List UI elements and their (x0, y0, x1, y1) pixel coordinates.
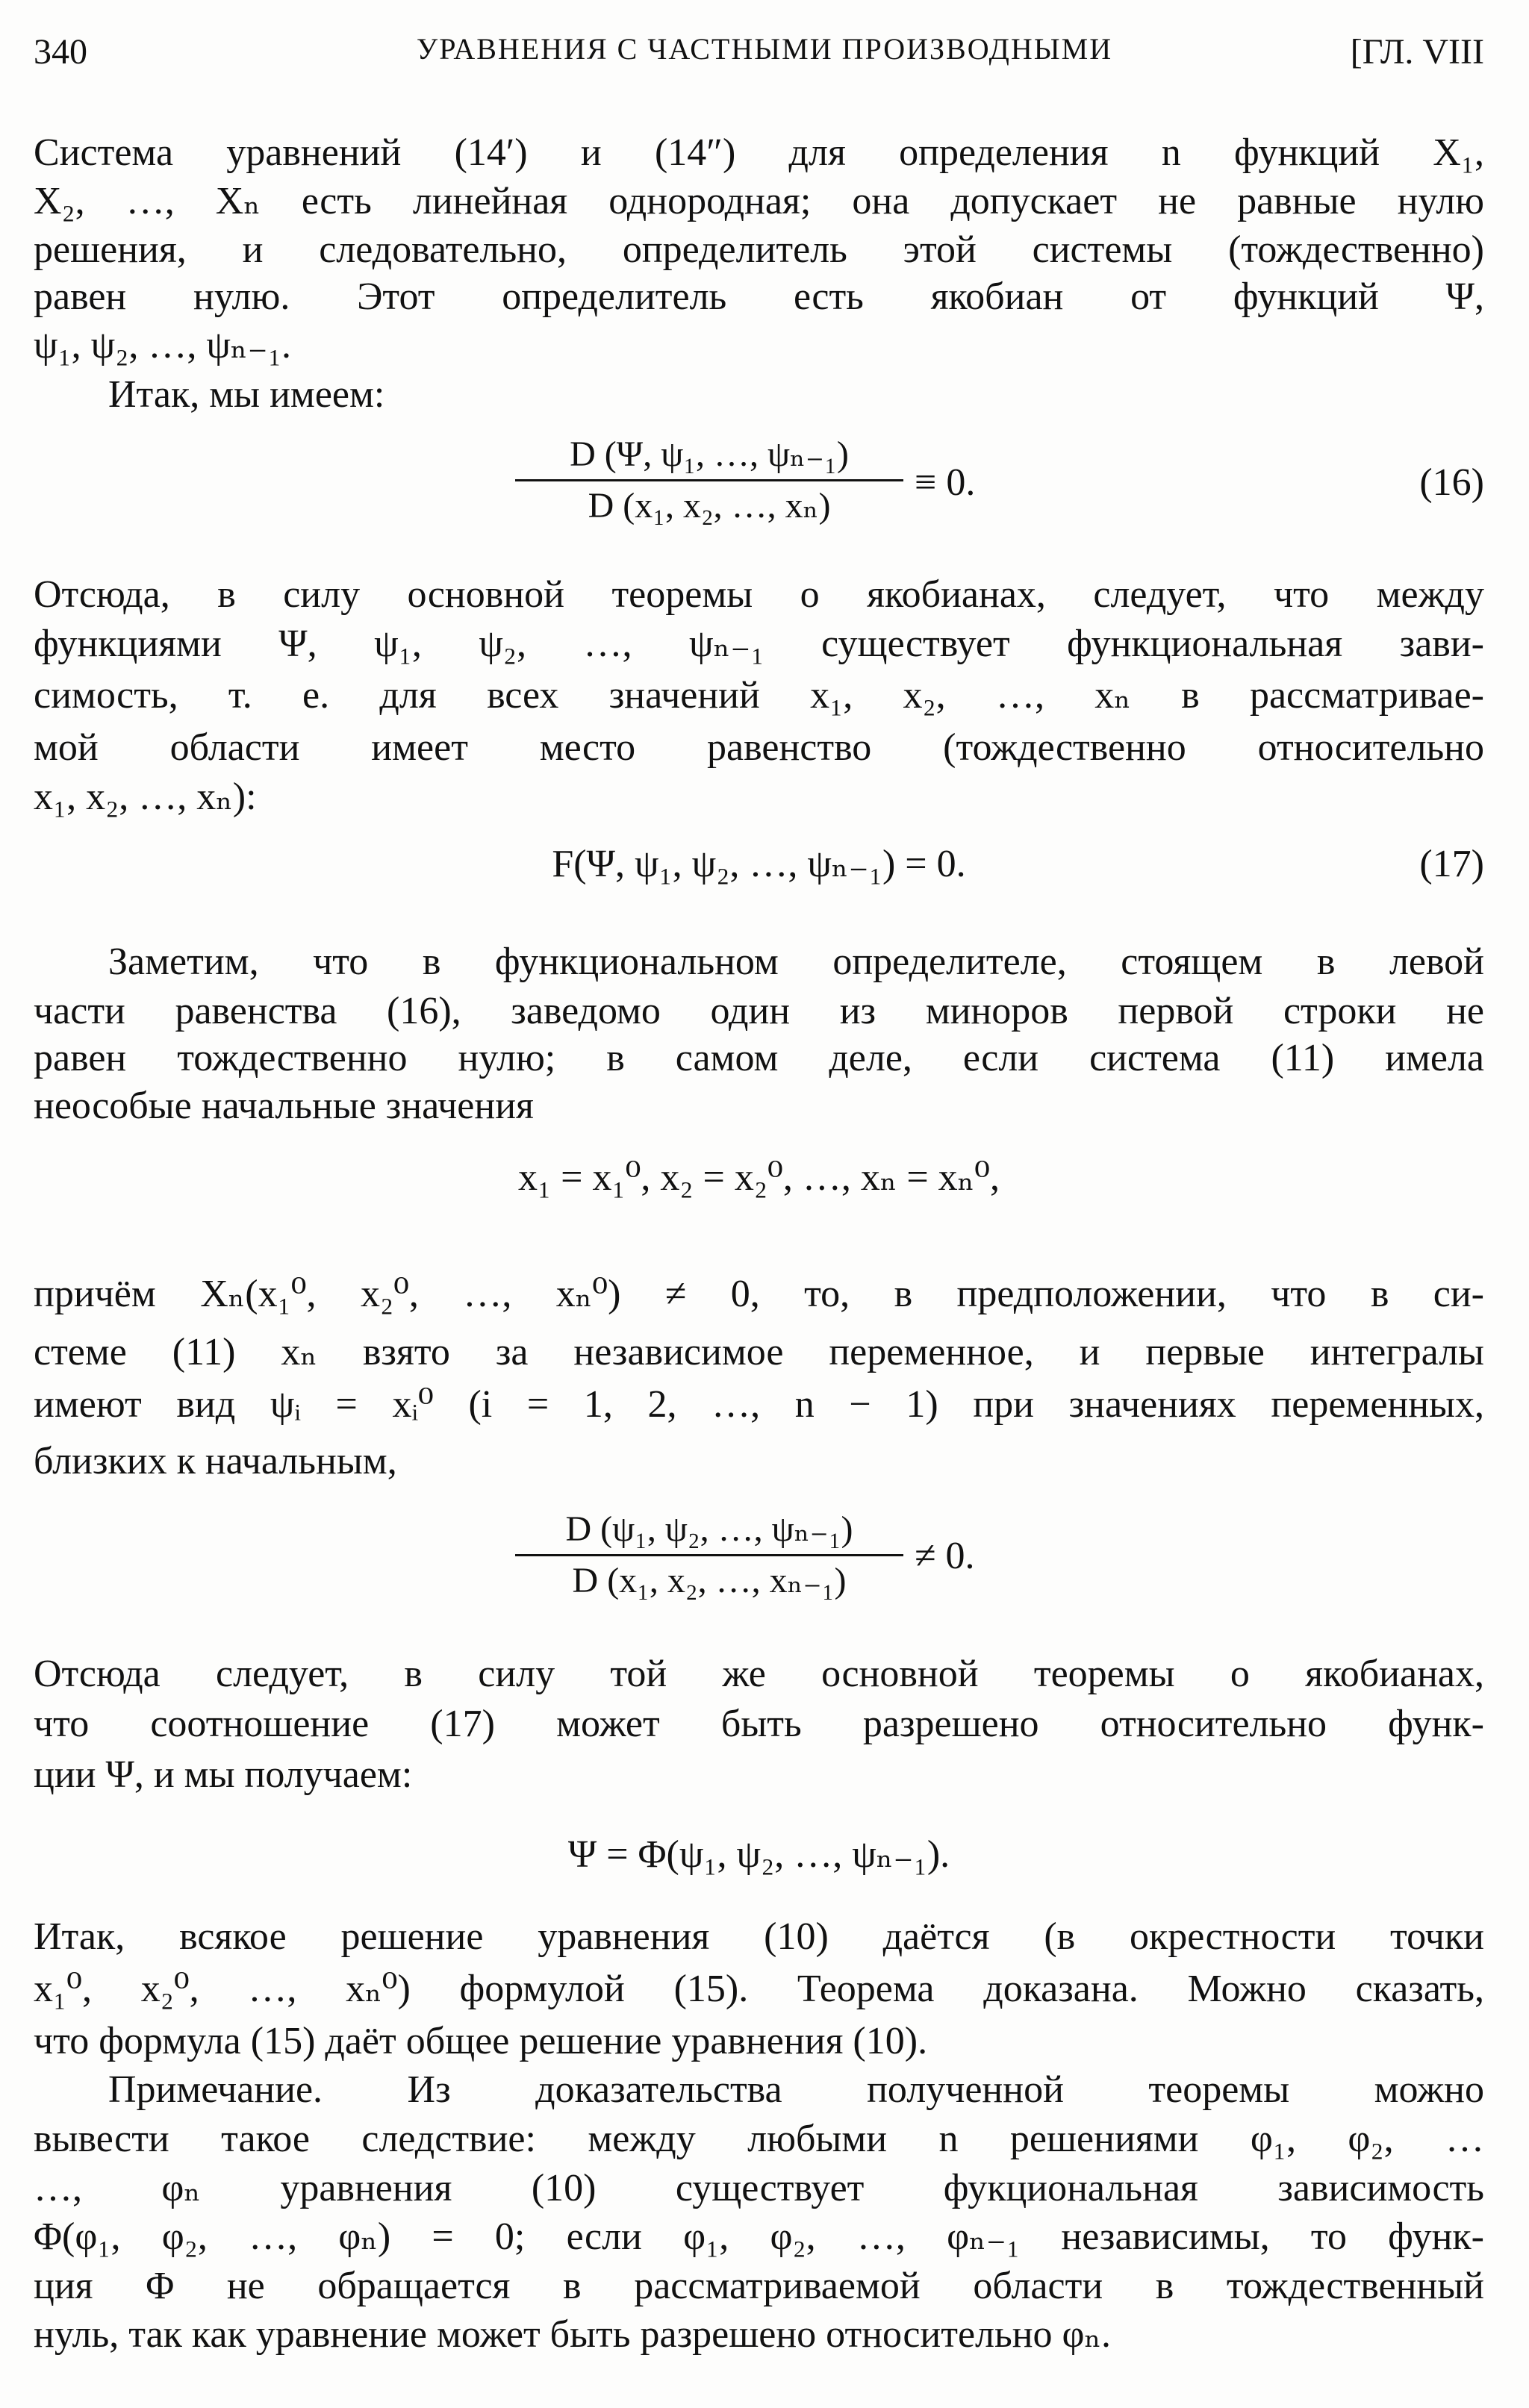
equation-number-16: (16) (1419, 461, 1484, 504)
text-line: Примечание. Из доказательства полученной теоремы можно (108, 2068, 1484, 2111)
text-line: нуль, так как уравнение может быть разрешено относительно φₙ. (34, 2313, 1112, 2356)
text-line: Ψ = Φ(ψ₁, ψ₂, …, ψₙ₋₁). (567, 1833, 950, 1876)
text-line: решения, и следовательно, определитель этой системы (тождественно) (34, 228, 1484, 271)
text-line: что соотношение (17) может быть разрешено относительно функ- (34, 1703, 1484, 1745)
text-line: ция Φ не обращается в рассматриваемой области в тождественный (34, 2265, 1484, 2307)
fraction-numerator: D (ψ₁, ψ₂, …, ψₙ₋₁) (515, 1508, 903, 1556)
text-line: мой области имеет место равенство (тождественно относительно (34, 726, 1484, 769)
chapter-label: [ГЛ. VIII (1350, 32, 1484, 72)
text-line: причём Xₙ(x₁⁰, x₂⁰, …, xₙ⁰) ≠ 0, то, в предположении, что в си- (34, 1273, 1484, 1315)
fraction-numerator: D (Ψ, ψ₁, …, ψₙ₋₁) (515, 433, 903, 481)
text-line: части равенства (16), заведомо один из миноров первой строки не (34, 990, 1484, 1032)
text-line: неособые начальные значения (34, 1085, 534, 1127)
text-line: Итак, всякое решение уравнения (10) даётся (в окрестности точки (34, 1915, 1484, 1958)
text-line: Система уравнений (14′) и (14″) для определения n функций X₁, (34, 131, 1484, 174)
text-line: …, φₙ уравнения (10) существует фукциональная зависимость (34, 2167, 1484, 2209)
text-line: ции Ψ, и мы получаем: (34, 1753, 413, 1796)
text-line: x₁, x₂, …, xₙ): (34, 776, 257, 818)
equation-number-17: (17) (1419, 843, 1484, 885)
page-number: 340 (34, 32, 87, 72)
text-line: ψ₁, ψ₂, …, ψₙ₋₁. (34, 324, 291, 366)
text-line: что формула (15) даёт общее решение уравнения (10). (34, 2020, 928, 2062)
text-line: стеме (11) xₙ взято за независимое переменное, и первые интегралы (34, 1331, 1484, 1373)
fraction-denominator: D (x₁, x₂, …, xₙ₋₁) (572, 1561, 847, 1600)
fraction-denominator: D (x₁, x₂, …, xₙ) (588, 486, 831, 525)
equation-16-relation: ≡ 0. (915, 461, 976, 504)
text-line: функциями Ψ, ψ₁, ψ₂, …, ψₙ₋₁ существует функциональная зави- (34, 623, 1484, 665)
running-title: УРАВНЕНИЯ С ЧАСТНЫМИ ПРОИЗВОДНЫМИ (416, 32, 1113, 66)
text-line: Итак, мы имеем: (108, 373, 385, 416)
text-line: Отсюда следует, в силу той же основной теоремы о якобианах, (34, 1653, 1484, 1695)
text-line: равен нулю. Этот определитель есть якобиан от функций Ψ, (34, 275, 1484, 318)
text-line: F(Ψ, ψ₁, ψ₂, …, ψₙ₋₁) = 0. (552, 843, 966, 885)
text-line: x₁⁰, x₂⁰, …, xₙ⁰) формулой (15). Теорема доказана. Можно сказать, (34, 1968, 1484, 2010)
text-line: вывести такое следствие: между любыми n решениями φ₁, φ₂, … (34, 2118, 1484, 2160)
text-line: x₁ = x₁⁰, x₂ = x₂⁰, …, xₙ = xₙ⁰, (517, 1156, 1000, 1199)
text-line: Заметим, что в функциональном определителе, стоящем в левой (108, 941, 1484, 983)
text-line: X₂, …, Xₙ есть линейная однородная; она допускает не равные нулю (34, 180, 1484, 222)
jacobian-relation: ≠ 0. (915, 1535, 975, 1577)
text-line: симость, т. е. для всех значений x₁, x₂, …, xₙ в рассматривае- (34, 674, 1484, 717)
text-line: близких к начальным, (34, 1440, 397, 1482)
text-line: равен тождественно нулю; в самом деле, если система (11) имела (34, 1037, 1484, 1079)
equation-16-fraction (515, 433, 903, 526)
jacobian-fraction (515, 1508, 903, 1601)
text-line: Отсюда, в силу основной теоремы о якобианах, следует, что между (34, 573, 1484, 616)
text-line: имеют вид ψᵢ = xᵢ⁰ (i = 1, 2, …, n − 1) при значениях переменных, (34, 1383, 1484, 1426)
text-line: Φ(φ₁, φ₂, …, φₙ) = 0; если φ₁, φ₂, …, φₙ₋₁ независимы, то функ- (34, 2215, 1484, 2258)
